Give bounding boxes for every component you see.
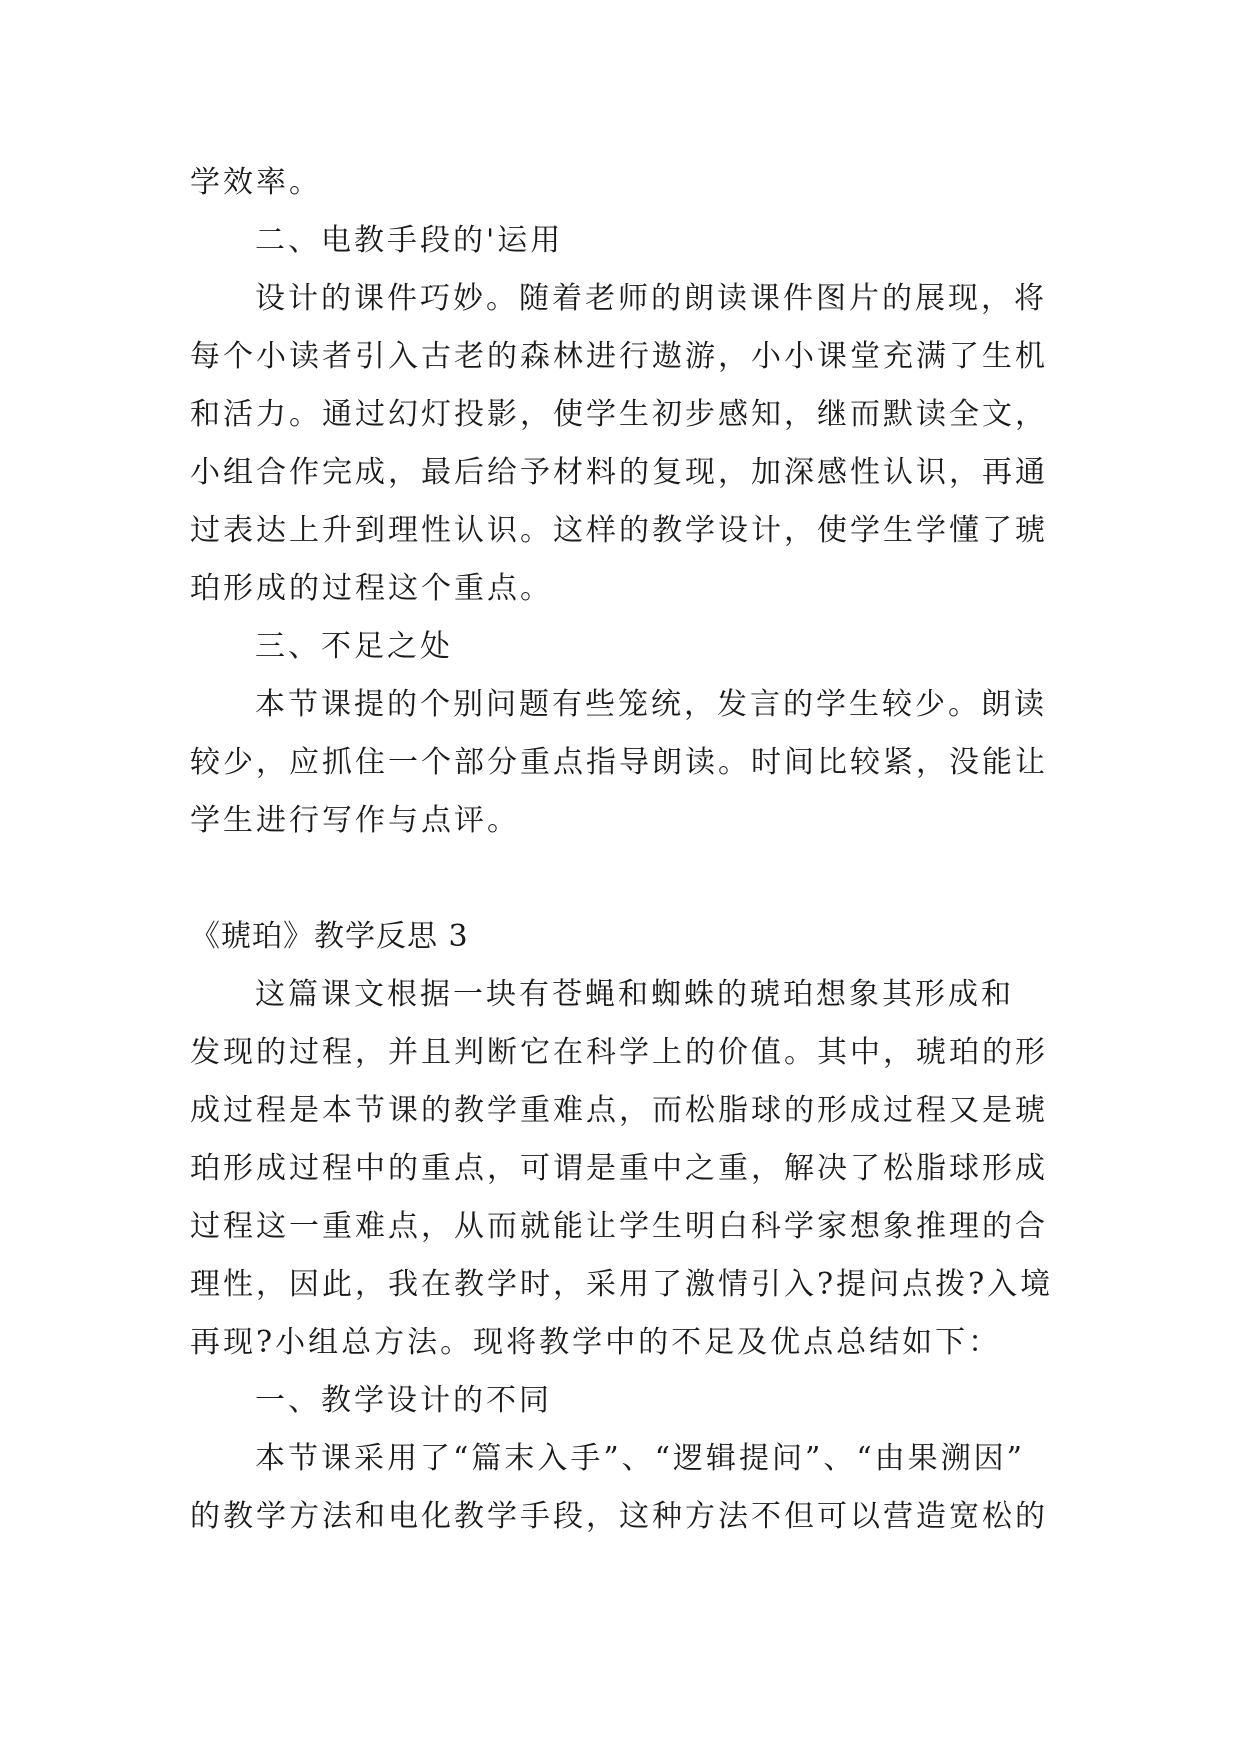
- paragraph-line: 的教学方法和电化教学手段，这种方法不但可以营造宽松的: [190, 1499, 1048, 1534]
- paragraph-line: 成过程是本节课的教学重难点，而松脂球的形成过程又是琥: [190, 1093, 1048, 1128]
- paragraph-line: 这篇课文根据一块有苍蝇和蜘蛛的琥珀想象其形成和: [255, 977, 1014, 1012]
- paragraph-line: 发现的过程，并且判断它在科学上的价值。其中，琥珀的形: [190, 1035, 1048, 1070]
- paragraph-line: 和活力。通过幻灯投影，使学生初步感知，继而默读全文，: [190, 397, 1048, 432]
- paragraph-line: 理性，因此，我在教学时，采用了激情引入?提问点拨?入境: [190, 1267, 1054, 1302]
- section-heading: 二、电教手段的'运用: [255, 223, 564, 258]
- paragraph-line: 每个小读者引入古老的森林进行遨游，小小课堂充满了生机: [190, 339, 1048, 374]
- paragraph-line: 珀形成过程中的重点，可谓是重中之重，解决了松脂球形成: [190, 1151, 1048, 1186]
- section-heading: 一、教学设计的不同: [255, 1383, 552, 1418]
- paragraph-line: 小组合作完成，最后给予材料的复现，加深感性认识，再通: [190, 455, 1048, 490]
- section-heading: 三、不足之处: [255, 629, 453, 664]
- paragraph-line: 过程这一重难点，从而就能让学生明白科学家想象推理的合: [190, 1209, 1048, 1244]
- paragraph-line: 设计的课件巧妙。随着老师的朗读课件图片的展现，将: [255, 281, 1047, 316]
- paragraph-line: 学效率。: [190, 165, 322, 200]
- paragraph-line: 较少，应抓住一个部分重点指导朗读。时间比较紧，没能让: [190, 745, 1048, 780]
- paragraph-line: 过表达上升到理性认识。这样的教学设计，使学生学懂了琥: [190, 513, 1048, 548]
- paragraph-line: 珀形成的过程这个重点。: [190, 571, 553, 606]
- paragraph-line: 学生进行写作与点评。: [190, 803, 520, 838]
- paragraph-line: 本节课提的个别问题有些笼统，发言的学生较少。朗读: [255, 687, 1047, 722]
- paragraph-line: 本节课采用了“篇末入手”、“逻辑提问”、“由果溯因”: [255, 1441, 1026, 1476]
- paragraph-line: 再现?小组总方法。现将教学中的不足及优点总结如下：: [190, 1325, 1002, 1360]
- article-title: 《琥珀》教学反思 3: [190, 919, 469, 954]
